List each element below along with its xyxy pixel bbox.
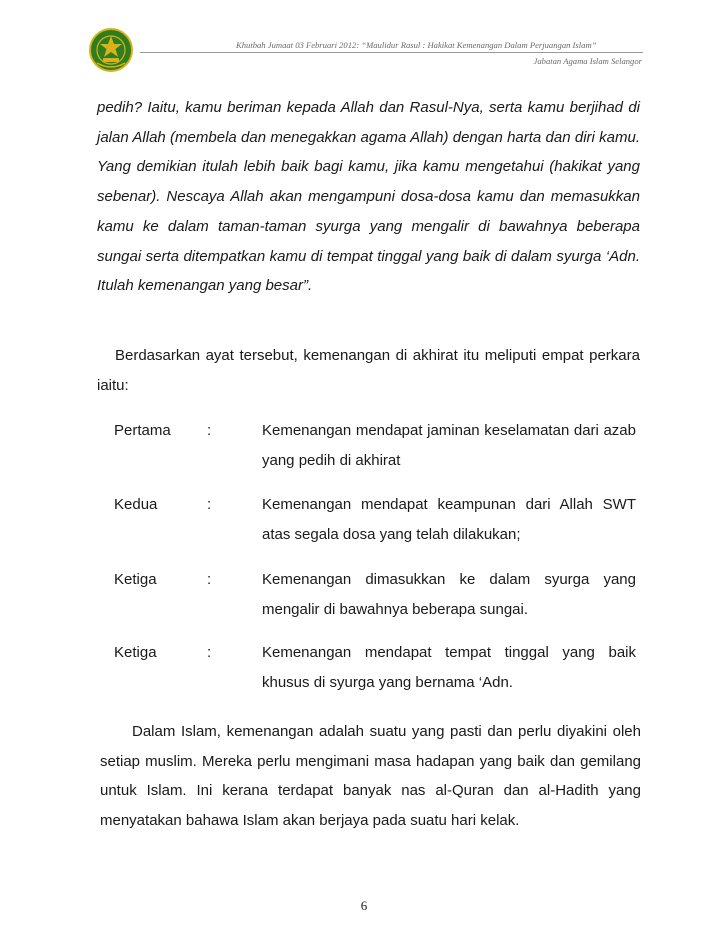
list-item-colon: : xyxy=(207,422,212,439)
list-item-label: Ketiga xyxy=(114,571,157,588)
list-item-text: Kemenangan mendapat jaminan keselamatan dari azab yang pedih di akhirat xyxy=(262,422,636,469)
page-number: 6 xyxy=(360,898,368,913)
list-item-colon: : xyxy=(207,644,212,661)
header-organization: Jabatan Agama Islam Selangor xyxy=(533,56,642,66)
list-item-label: Kedua xyxy=(114,496,158,513)
header-divider xyxy=(140,52,643,53)
list-item-text: Kemenangan mendapat keampunan dari Allah SWT atas segala dosa yang telah dilakukan; xyxy=(262,496,636,543)
list-item-colon: : xyxy=(207,571,212,588)
list-item-label: Pertama xyxy=(114,422,171,439)
list-item-label: Ketiga xyxy=(114,644,157,661)
list-item-text: Kemenangan dimasukkan ke dalam syurga yang mengalir di bawahnya beberapa sungai. xyxy=(262,571,636,618)
list-item-text: Kemenangan mendapat tempat tinggal yang baik khusus di syurga yang bernama ‘Adn. xyxy=(262,644,636,691)
list-item-colon: : xyxy=(207,496,212,513)
closing-paragraph: Dalam Islam, kemenangan adalah suatu yang pasti dan perlu diyakini oleh setiap muslim. Mereka perlu mengimani masa hadapan yang baik dan gemilang untuk Islam. Ini kerana terdapat banyak nas al-Quran dan al-Hadith yang menyatakan bahawa Islam akan berjaya pada suatu hari kelak. xyxy=(100,723,641,829)
header-title: Khutbah Jumaat 03 Februari 2012: “Maulidur Rasul : Hakikat Kemenangan Dalam Perjuangan Islam” xyxy=(236,40,597,50)
quote-continuation-paragraph: pedih? Iaitu, kamu beriman kepada Allah dan Rasul-Nya, serta kamu berjihad di jalan Allah (membela dan menegakkan agama Allah) dengan harta dan diri kamu. Yang demikian itulah lebih baik bagi kamu, jika kamu mengetahui (hakikat yang sebenar). Nescaya Allah akan mengampuni dosa-dosa kamu dan memasukkan kamu ke dalam taman-taman syurga yang mengalir di bawahnya beberapa sungai serta ditempatkan kamu di tempat tinggal yang baik di dalam syurga ‘Adn. Itulah kemenangan yang besar”. xyxy=(97,99,640,295)
state-crest-emblem-icon xyxy=(88,27,134,73)
intro-paragraph: Berdasarkan ayat tersebut, kemenangan di akhirat itu meliputi empat perkara iaitu: xyxy=(97,347,640,394)
